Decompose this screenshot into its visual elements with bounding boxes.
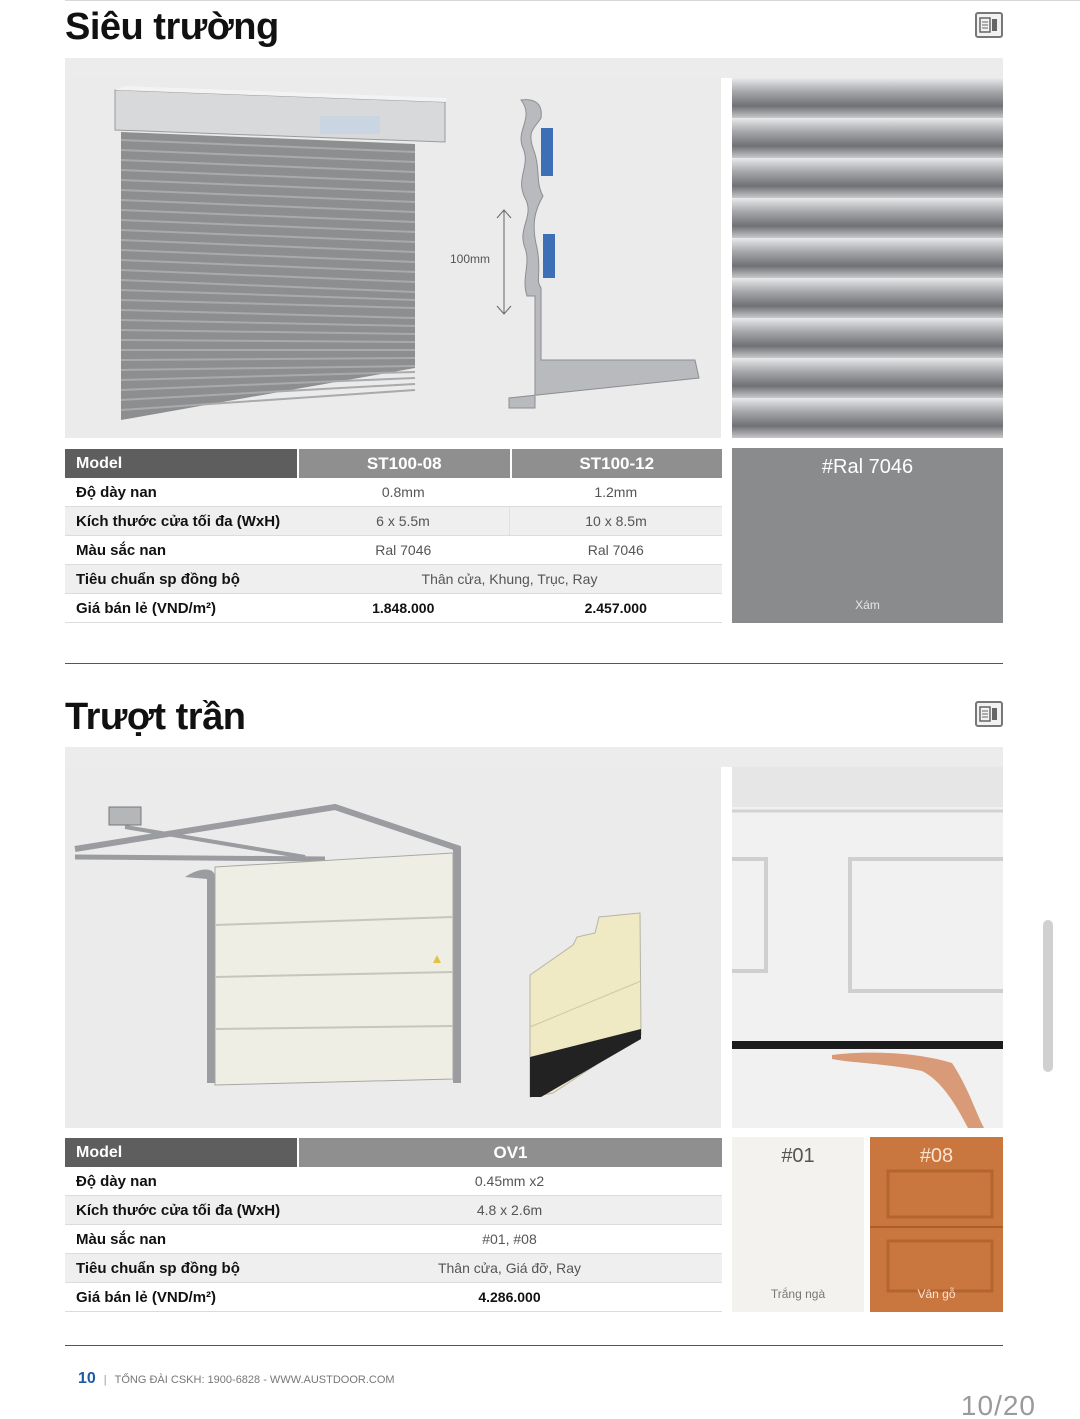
spec-row-label: Độ dày nan [76,1172,157,1190]
spec-row [65,478,722,507]
spec-value: 1.2mm [594,484,638,500]
color-swatch-01 [732,1137,864,1312]
spec-value-merged: Thân cửa, Khung, Trục, Ray [421,571,598,587]
spec-row-label: Kích thước cửa tối đa (WxH) [76,512,281,530]
section1-band [65,58,1003,78]
section2-spec-table [65,1138,722,1312]
spec-row-label: Tiêu chuẩn sp đồng bộ [76,570,240,588]
scrollbar[interactable] [1043,920,1053,1072]
spec-row [65,1254,722,1283]
swatch-code: #01 [781,1145,815,1167]
swatch-name: Xám [855,598,880,612]
dimension-label: 100mm [450,252,491,266]
spec-price: 2.457.000 [584,600,647,616]
top-rule [65,0,1080,1]
spec-row [65,507,722,536]
spec-value: Ral 7046 [375,542,432,558]
section1-slat-closeup [732,78,1003,438]
spec-header-ov1: OV1 [297,1138,722,1167]
swatch-name: Trắng ngà [770,1287,826,1301]
spec-row [65,594,722,623]
spec-row [65,1196,722,1225]
spec-header-st100-08: ST100-08 [297,449,510,478]
section1-product-photo [65,78,721,438]
swatch-code: #Ral 7046 [821,456,914,478]
spec-row-label: Giá bán lẻ (VND/m²) [76,599,217,617]
spec-value: 0.45mm x2 [474,1173,545,1189]
section-title-sieu-truong: Siêu trường [65,6,279,48]
spec-value: 0.8mm [381,484,425,500]
spec-row [65,1167,722,1196]
spec-row-label: Kích thước cửa tối đa (WxH) [76,1201,281,1219]
spec-row-label: Màu sắc nan [76,541,167,559]
spec-value: Ral 7046 [587,542,644,558]
spec-row [65,565,722,594]
spec-value: Thân cửa, Giá đỡ, Ray [437,1260,582,1276]
color-swatch-08 [870,1137,1003,1312]
catalog-icon[interactable] [975,701,1003,727]
page-number: 10 [78,1370,96,1387]
spec-header-row [65,449,722,478]
section2-product-photo [65,767,721,1128]
spec-price: 1.848.000 [372,600,435,616]
spec-row [65,536,722,565]
spec-header-model: Model [65,1138,297,1167]
spec-header-model: Model [65,449,297,478]
swatch-name: Vân gỗ [917,1287,956,1301]
footer-rule [65,1345,1003,1346]
spec-row-label: Giá bán lẻ (VND/m²) [76,1288,217,1306]
spec-header-row [65,1138,722,1167]
spec-value: 6 x 5.5m [376,513,430,529]
section1-spec-table [65,449,722,623]
spec-value: #01, #08 [482,1231,537,1247]
spec-row-label: Tiêu chuẩn sp đồng bộ [76,1259,240,1277]
spec-header-st100-12: ST100-12 [510,449,723,478]
section2-panel-closeup [732,767,1003,1128]
spec-value: 4.8 x 2.6m [476,1202,543,1218]
catalog-icon[interactable] [975,12,1003,38]
color-swatch-ral7046 [732,448,1003,623]
section2-band [65,747,1003,767]
footer [78,1370,395,1388]
swatch-code: #08 [919,1145,954,1167]
spec-row-label: Độ dày nan [76,483,157,501]
spec-row-label: Màu sắc nan [76,1230,167,1248]
spec-price: 4.286.000 [478,1289,541,1305]
spec-row [65,1225,722,1254]
section-title-truot-tran: Trượt trần [65,696,246,738]
section-divider [65,663,1003,664]
footer-text: TỔNG ĐÀI CSKH: 1900-6828 - WWW.AUSTDOOR.COM [114,1374,395,1386]
spec-value: 10 x 8.5m [509,507,722,535]
footer-separator: | [103,1374,107,1386]
spec-row [65,1283,722,1312]
page-counter: 10/20 [960,1390,1036,1419]
